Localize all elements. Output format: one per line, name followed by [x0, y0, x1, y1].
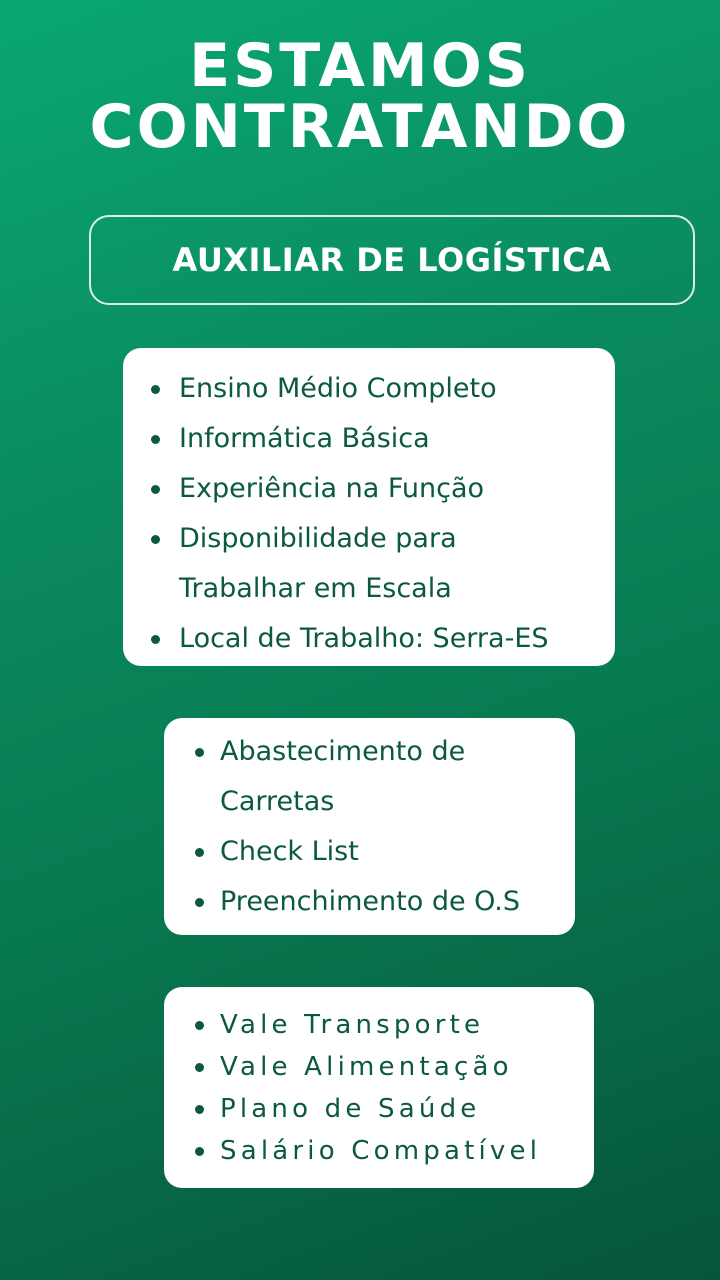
- requirement-item: Disponibilidade para Trabalhar em Escala: [123, 514, 509, 614]
- requirement-item: Ensino Médio Completo: [123, 364, 615, 414]
- benefit-item: Vale Transporte: [164, 1004, 594, 1046]
- benefits-list: [164, 1004, 594, 1172]
- job-title: AUXILIAR DE LOGÍSTICA: [172, 241, 612, 279]
- headline-line-2: CONTRATANDO: [89, 92, 631, 162]
- duties-list: [164, 727, 575, 927]
- requirements-list: [123, 364, 615, 664]
- requirement-item: Informática Básica: [123, 414, 615, 464]
- requirements-card: [123, 348, 615, 666]
- job-title-box: [89, 215, 695, 305]
- requirement-item: Local de Trabalho: Serra-ES: [123, 614, 615, 664]
- requirement-item: Experiência na Função: [123, 464, 615, 514]
- duty-item: Preenchimento de O.S: [164, 877, 575, 927]
- benefit-item: Plano de Saúde: [164, 1088, 594, 1130]
- benefits-card: [164, 987, 594, 1188]
- benefit-item: Vale Alimentação: [164, 1046, 594, 1088]
- duties-card: [164, 718, 575, 935]
- duty-item: Abastecimento de Carretas: [164, 727, 520, 827]
- duty-item: Check List: [164, 827, 575, 877]
- headline-line-1: ESTAMOS: [189, 31, 531, 101]
- benefit-item: Salário Compatível: [164, 1130, 594, 1172]
